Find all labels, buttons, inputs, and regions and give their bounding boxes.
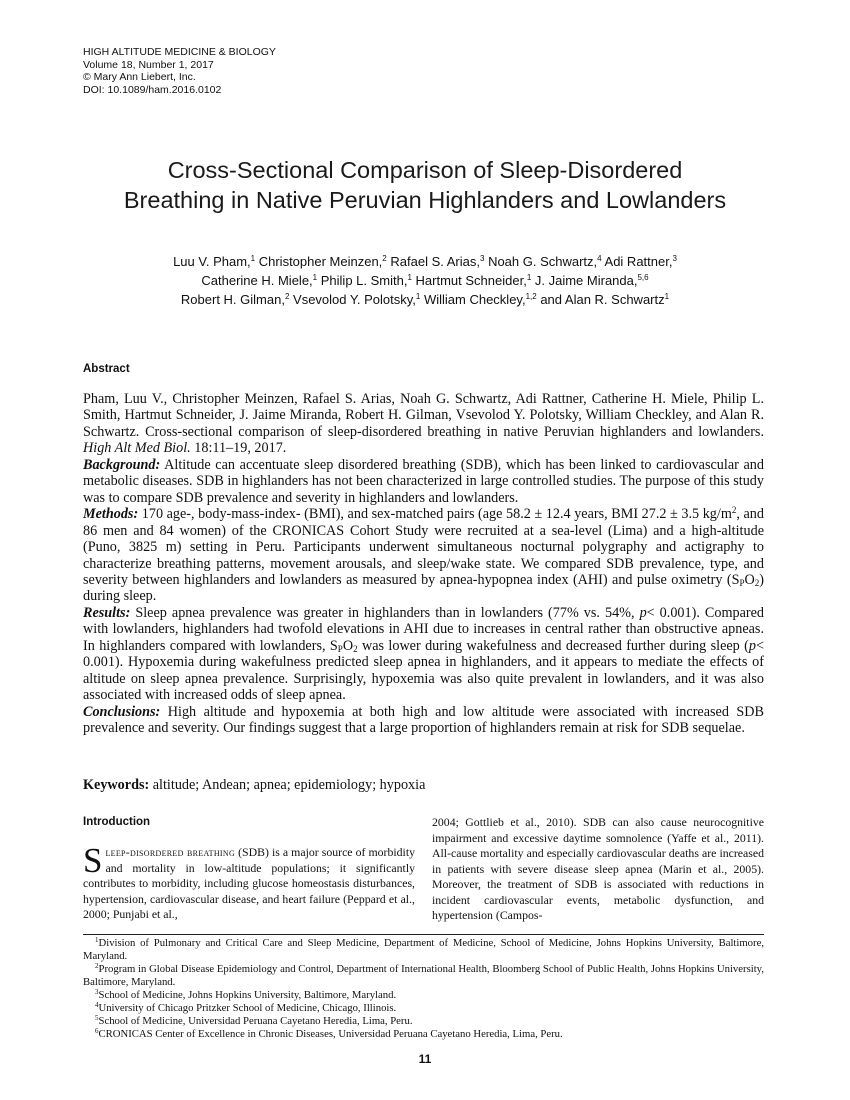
abstract-conclusions: Conclusions: High altitude and hypoxemia at both high and low altitude were associated with increased SDB prevalence and severity. Our findings suggest that a large proportion of highlanders remain at risk for SDB sequelae. [83,703,764,737]
author: Christopher Meinzen,$^2$ [258,254,387,269]
author: Rafael S. Arias,$^3$ [390,254,485,269]
author-line-1 [60,252,790,271]
footnote-divider [83,934,764,935]
author: Luu V. Pham,$^1$ [173,254,256,269]
journal-header [83,46,276,96]
author: and Alan R. Schwartz$^1$ [540,292,670,307]
author: Adi Rattner,$^3$ [604,254,677,269]
introduction-heading: Introduction [83,816,151,828]
footnote: $^3$School of Medicine, Johns Hopkins University, Baltimore, Maryland. [95,988,397,1001]
drop-cap: S [83,841,103,880]
keywords [83,777,764,794]
article-title [60,155,790,215]
journal-volume: Volume 18, Number 1, 2017 [83,58,214,71]
author: Vsevolod Y. Polotsky,$^1$ [293,292,421,307]
footnote: $^4$University of Chicago Pritzker School of Medicine, Chicago, Illinois. [95,1001,397,1014]
intro-column-right [432,815,764,924]
keywords-text: altitude; Andean; apnea; epidemiology; hypoxia [152,777,426,793]
author: Hartmut Schneider,$^1$ [415,273,532,288]
affiliation-footnotes [83,937,764,1041]
page-number: 11 [418,1052,432,1066]
author: Philip L. Smith,$^1$ [320,273,412,288]
author-line-2 [60,271,790,290]
abstract-results: Results: Sleep apnea prevalence was greater in highlanders than in lowlanders (77% vs. 54%, p< 0.001). Compared with lowlanders, highlanders had twofold elevations in AHI due to increases in central rather than obstructive apneas. In highlanders compared with lowlanders, $S_PO_2$ was lower during wakefulness and decreased further during sleep (p< 0.001). Hypoxemia during wakefulness predicted sleep apnea in highlanders, and it appears to mediate the effects of altitude on sleep apnea prevalence. Surprisingly, hypoxemia was also quite prevalent in lowlanders, and it was also associated with increased odds of sleep apnea. [83,604,765,704]
title-line-1: Cross-Sectional Comparison of Sleep-Disordered [167,157,683,183]
abstract-citation: Pham, Luu V., Christopher Meinzen, Rafael S. Arias, Noah G. Schwartz, Adi Rattner, Catherine H. Miele, Philip L. Smith, Hartmut Schneider, J. Jaime Miranda, Robert H. Gilman, Vsevolod Y. Polotsky, William Checkley, and Alan R. Schwartz. Cross-sectional comparison of sleep-disordered breathing in native Peruvian highlanders and lowlanders. High Alt Med Biol. 18:11–19, 2017. [83,391,764,457]
intro-smallcaps: leep-disordered breathing [105,845,236,859]
intro-right-text: 2004; Gottlieb et al., 2010). SDB can also cause neurocognitive impairment and excessive daytime somnolence (Yaffe et al., 2011). All-cause mortality and especially cardiovascular deaths are increased in patients with severe disease sleep apnea (Marin et al., 2005). Moreover, the treatment of SDB is associated with reductions in incident cardiovascular events, metabolic dysfunction, and hypertension (Campos- [432,815,764,922]
author-line-3 [60,290,790,309]
abstract-body [83,391,764,737]
intro-column-left [83,841,415,923]
footnote: $^6$CRONICAS Center of Excellence in Chronic Diseases, Universidad Peruana Cayetano Heredia, Lima, Peru. [95,1027,563,1040]
abstract-heading: Abstract [83,363,130,375]
author-list [60,252,790,309]
title-line-2: Breathing in Native Peruvian Highlanders and Lowlanders [123,187,727,213]
journal-doi: DOI: 10.1089/ham.2016.0102 [83,83,222,96]
author: J. Jaime Miranda,$^{5,6}$ [534,273,649,288]
author: Noah G. Schwartz,$^4$ [488,254,602,269]
footnote: $^5$School of Medicine, Universidad Peruana Cayetano Heredia, Lima, Peru. [95,1014,413,1027]
footnote: $^2$Program in Global Disease Epidemiology and Control, Department of International Health, Bloomberg School of Public Health, Johns Hopkins University, Baltimore, Maryland. [83,962,764,988]
author: William Checkley,$^{1,2}$ [423,292,537,307]
footnote: $^1$Division of Pulmonary and Critical Care and Sleep Medicine, Department of Medicine, School of Medicine, Johns Hopkins University, Baltimore, Maryland. [83,936,764,962]
abstract-background: Background: Altitude can accentuate sleep disordered breathing (SDB), which has been linked to cardiovascular and metabolic diseases. SDB in highlanders has not been characterized in large controlled studies. The purpose of this study was to compare SDB prevalence and severity in highlanders and lowlanders. [83,456,764,506]
journal-copyright: © Mary Ann Liebert, Inc. [83,71,196,83]
abstract-methods: Methods: 170 age-, body-mass-index- (BMI), and sex-matched pairs (age 58.2 ± 12.4 years, BMI 27.2 ± 3.5 $kg/m^2$, and 86 men and 84 women) of the CRONICAS Cohort Study were recruited at a sea-level (Lima) and a high-altitude (Puno, 3825 m) setting in Peru. Participants underwent simultaneous nocturnal polygraphy and actigraphy to characterize breathing patterns, movement arousals, and sleep/wake state. We compared SDB prevalence, type, and severity between highlanders and lowlanders as measured by apnea-hypopnea index (AHI) and pulse oximetry $(S_PO_2)$ during sleep. [83,505,764,605]
keywords-label: Keywords: [83,777,150,793]
intro-left-text: (SDB) is a major source of morbidity and mortality in low-altitude populations; it significantly contributes to morbidity, including glucose homeostasis disturbances, hypertension, cardiovascular disease, and heart failure (Peppard et al., 2000; Punjabi et al., [83,845,415,921]
author: Catherine H. Miele,$^1$ [201,273,318,288]
author: Robert H. Gilman,$^2$ [180,292,290,307]
journal-name: HIGH ALTITUDE MEDICINE & BIOLOGY [83,46,276,58]
